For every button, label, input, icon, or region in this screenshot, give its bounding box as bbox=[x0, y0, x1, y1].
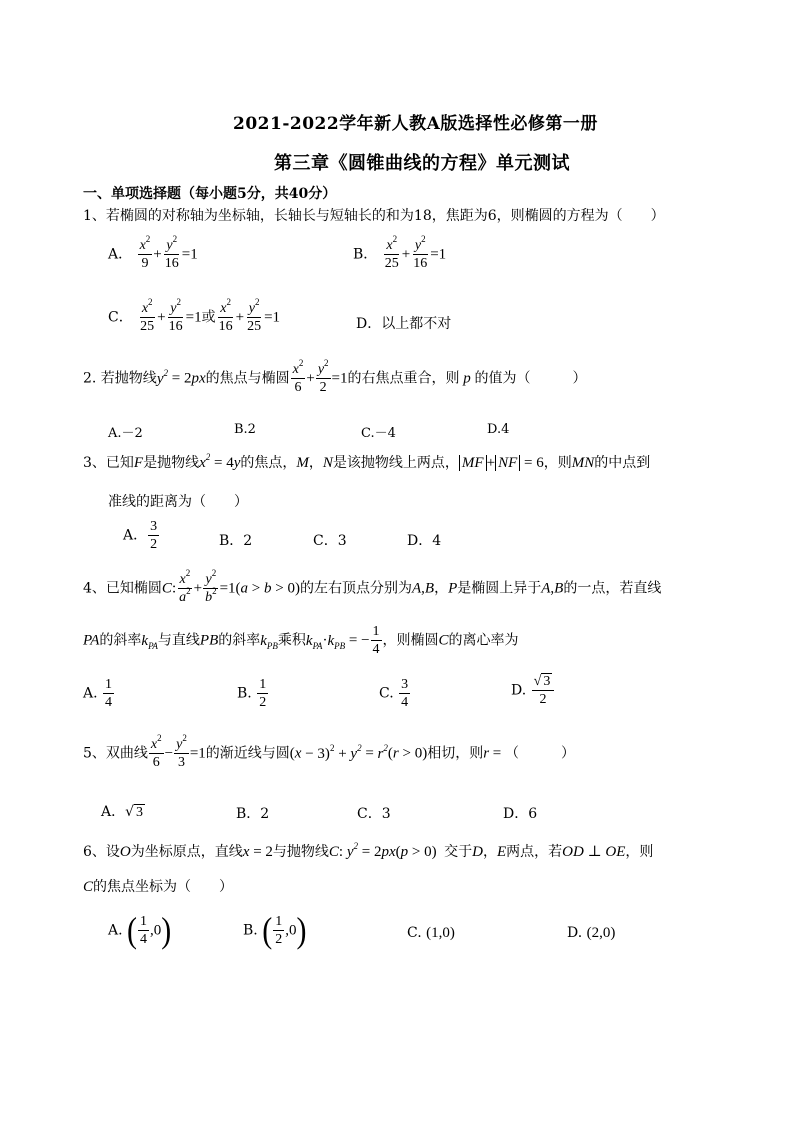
stem-text: 相切，则 bbox=[427, 745, 484, 762]
stem-text: 的一点，若直线 bbox=[563, 580, 662, 597]
question-3-option-c: C．3 bbox=[313, 533, 347, 549]
question-1-option-d: D．以上都不对 bbox=[356, 316, 452, 332]
page-title-line2: 第三章《圆锥曲线的方程》单元测试 bbox=[274, 153, 570, 174]
stem-text: ，则椭圆 bbox=[382, 632, 439, 649]
question-1-option-c: C． $\frac{x^2}{25}$ + $\frac{y^2}{16}$ =1或 $\frac{x^2}{16}$ + $\frac{y^2}{25}$ =1 bbox=[108, 297, 281, 334]
stem-text: 6、设 bbox=[83, 844, 120, 860]
stem-text: 3、已知 bbox=[83, 455, 134, 471]
question-2-stem: 2. 若抛物线$y^2 = 2px$的焦点与椭圆 $\frac{x^2}{6}$ + $\frac{y^2}{2}$ =1的右焦点重合，则 p 的值为（ ） bbox=[83, 358, 587, 395]
question-3-option-a: A． $\frac{3}{2}$ bbox=[123, 519, 158, 552]
stem-text: 与抛物线 bbox=[272, 844, 329, 860]
question-5-option-d: D．6 bbox=[503, 806, 538, 822]
stem-text: 2. 若抛物线 bbox=[83, 370, 157, 387]
stem-text: 是抛物线 bbox=[143, 455, 200, 471]
question-5-option-a: A．√ 3 bbox=[101, 803, 144, 820]
question-2-option-c: C.－4 bbox=[361, 426, 396, 441]
question-2-option-a: A.－2 bbox=[108, 426, 143, 441]
stem-text: ， bbox=[308, 455, 323, 471]
question-4-stem: 4、已知椭圆C: $\frac{x^2}{a^2}$ + $\frac{y^2}{b^2}$ =1(a > b > 0)的左右顶点分别为A,B，P是椭圆上异于A,B的一点，若直线 bbox=[83, 568, 662, 605]
question-2-option-b: B.2 bbox=[234, 422, 256, 437]
stem-text: 的离心率为 bbox=[448, 632, 519, 649]
or-text: 或 bbox=[201, 309, 216, 326]
option-label: D. bbox=[567, 925, 583, 941]
stem-text: 的斜率 bbox=[99, 632, 142, 649]
question-3-option-b: B．2 bbox=[219, 533, 253, 549]
option-label: B. bbox=[237, 685, 252, 702]
option-label: D. bbox=[511, 682, 527, 699]
question-1-stem: 1、若椭圆的对称轴为坐标轴，长轴长与短轴长的和为18，焦距为6，则椭圆的方程为（ ） bbox=[83, 208, 665, 224]
option-label: A. bbox=[83, 685, 98, 702]
stem-text: 的右焦点重合，则 bbox=[347, 370, 460, 387]
stem-text: 乘积 bbox=[277, 632, 306, 649]
question-1-option-a: A． $\frac{x^2}{9}$ + $\frac{y^2}{16}$ =1 bbox=[108, 234, 198, 271]
question-2-option-d: D.4 bbox=[487, 422, 510, 437]
question-3-stem: 3、已知F是抛物线$x^2 = 4y$的焦点，M，N是该抛物线上两点， MF + NF = 6，则MN的中点到 bbox=[83, 452, 651, 471]
question-3-option-d: D．4 bbox=[407, 533, 442, 549]
stem-text: 是椭圆上异于 bbox=[457, 580, 542, 597]
option-label: C. bbox=[379, 685, 394, 702]
option-label: C. bbox=[407, 925, 422, 941]
option-label: B． bbox=[353, 246, 378, 263]
question-4-option-d: D. $\frac{√ 3}{2}$ bbox=[511, 674, 555, 707]
stem-text: 5、双曲线 bbox=[83, 745, 148, 762]
question-6-stem-line2: C的焦点坐标为（ ） bbox=[83, 879, 234, 895]
question-4-option-b: B. $\frac{1}{2}$ bbox=[237, 677, 267, 710]
stem-text: 两点，若 bbox=[506, 844, 563, 860]
option-label: A． bbox=[101, 804, 126, 820]
stem-text: 是该抛物线上两点， bbox=[332, 455, 459, 471]
option-label: A. bbox=[108, 922, 123, 939]
option-label: C． bbox=[108, 309, 133, 326]
stem-text: 的焦点坐标为（ ） bbox=[93, 879, 234, 895]
stem-text: 的值为（ ） bbox=[474, 370, 587, 387]
stem-text: （ ） bbox=[505, 745, 576, 762]
question-5-stem: 5、双曲线 $\frac{x^2}{6}$ − $\frac{y^2}{3}$ =1的渐近线与圆$(x - 3)^2 + y^2 = r^2(r > 0)$相切，则r = （ ） bbox=[83, 733, 576, 770]
question-6-option-c: C. (1,0) bbox=[407, 925, 455, 941]
stem-text: 的焦点与椭圆 bbox=[205, 370, 290, 387]
question-5-option-b: B．2 bbox=[236, 806, 270, 822]
stem-text: 4、已知椭圆 bbox=[83, 580, 162, 597]
stem-text: ，则 bbox=[543, 455, 572, 471]
question-1-option-b: B． $\frac{x^2}{25}$ + $\frac{y^2}{16}$ =1 bbox=[353, 234, 447, 271]
stem-text: 与直线 bbox=[157, 632, 200, 649]
question-4-stem-line2: PA的斜率$k_{PA}$与直线PB的斜率$k_{PB}$乘积$k_{PA}\cdot k_{PB}$ = − $\frac{1}{4}$ ，则椭圆C的离心率为 bbox=[83, 624, 519, 657]
option-label: A． bbox=[123, 527, 148, 544]
stem-text: 的左右顶点分别为 bbox=[299, 580, 412, 597]
stem-text: 的焦点， bbox=[240, 455, 297, 471]
question-6-stem: 6、设O为坐标原点，直线x = 2与抛物线C: $y^2 = 2px(p > 0)$ 交于D，E两点，若OD ⊥ OE，则 bbox=[83, 841, 654, 860]
question-6-option-b: B. ( $\frac{1}{2}$ ,0) bbox=[243, 910, 307, 950]
stem-text: ， bbox=[482, 844, 497, 860]
question-4-option-a: A. $\frac{1}{4}$ bbox=[83, 677, 113, 710]
question-3-stem-line2: 准线的距离为（ ） bbox=[108, 494, 248, 510]
question-5-option-c: C．3 bbox=[357, 806, 391, 822]
stem-text: 交于 bbox=[444, 844, 473, 860]
option-label: B. bbox=[243, 922, 258, 939]
stem-text: 的渐近线与圆 bbox=[205, 745, 290, 762]
option-label: A． bbox=[108, 246, 133, 263]
stem-text: 为坐标原点，直线 bbox=[130, 844, 243, 860]
question-4-option-c: C. $\frac{3}{4}$ bbox=[379, 677, 409, 710]
stem-text: 的中点到 bbox=[594, 455, 651, 471]
question-6-option-a: A. ( $\frac{1}{4}$ ,0) bbox=[108, 910, 172, 950]
stem-text: ， bbox=[434, 580, 449, 597]
stem-text: 的斜率 bbox=[218, 632, 261, 649]
question-6-option-d: D. (2,0) bbox=[567, 925, 616, 941]
page-title-line1: 2021-2022学年新人教A版选择性必修第一册 bbox=[233, 114, 598, 134]
stem-text: ，则 bbox=[625, 844, 654, 860]
section-heading: 一、单项选择题（每小题5分，共40分） bbox=[83, 186, 337, 202]
